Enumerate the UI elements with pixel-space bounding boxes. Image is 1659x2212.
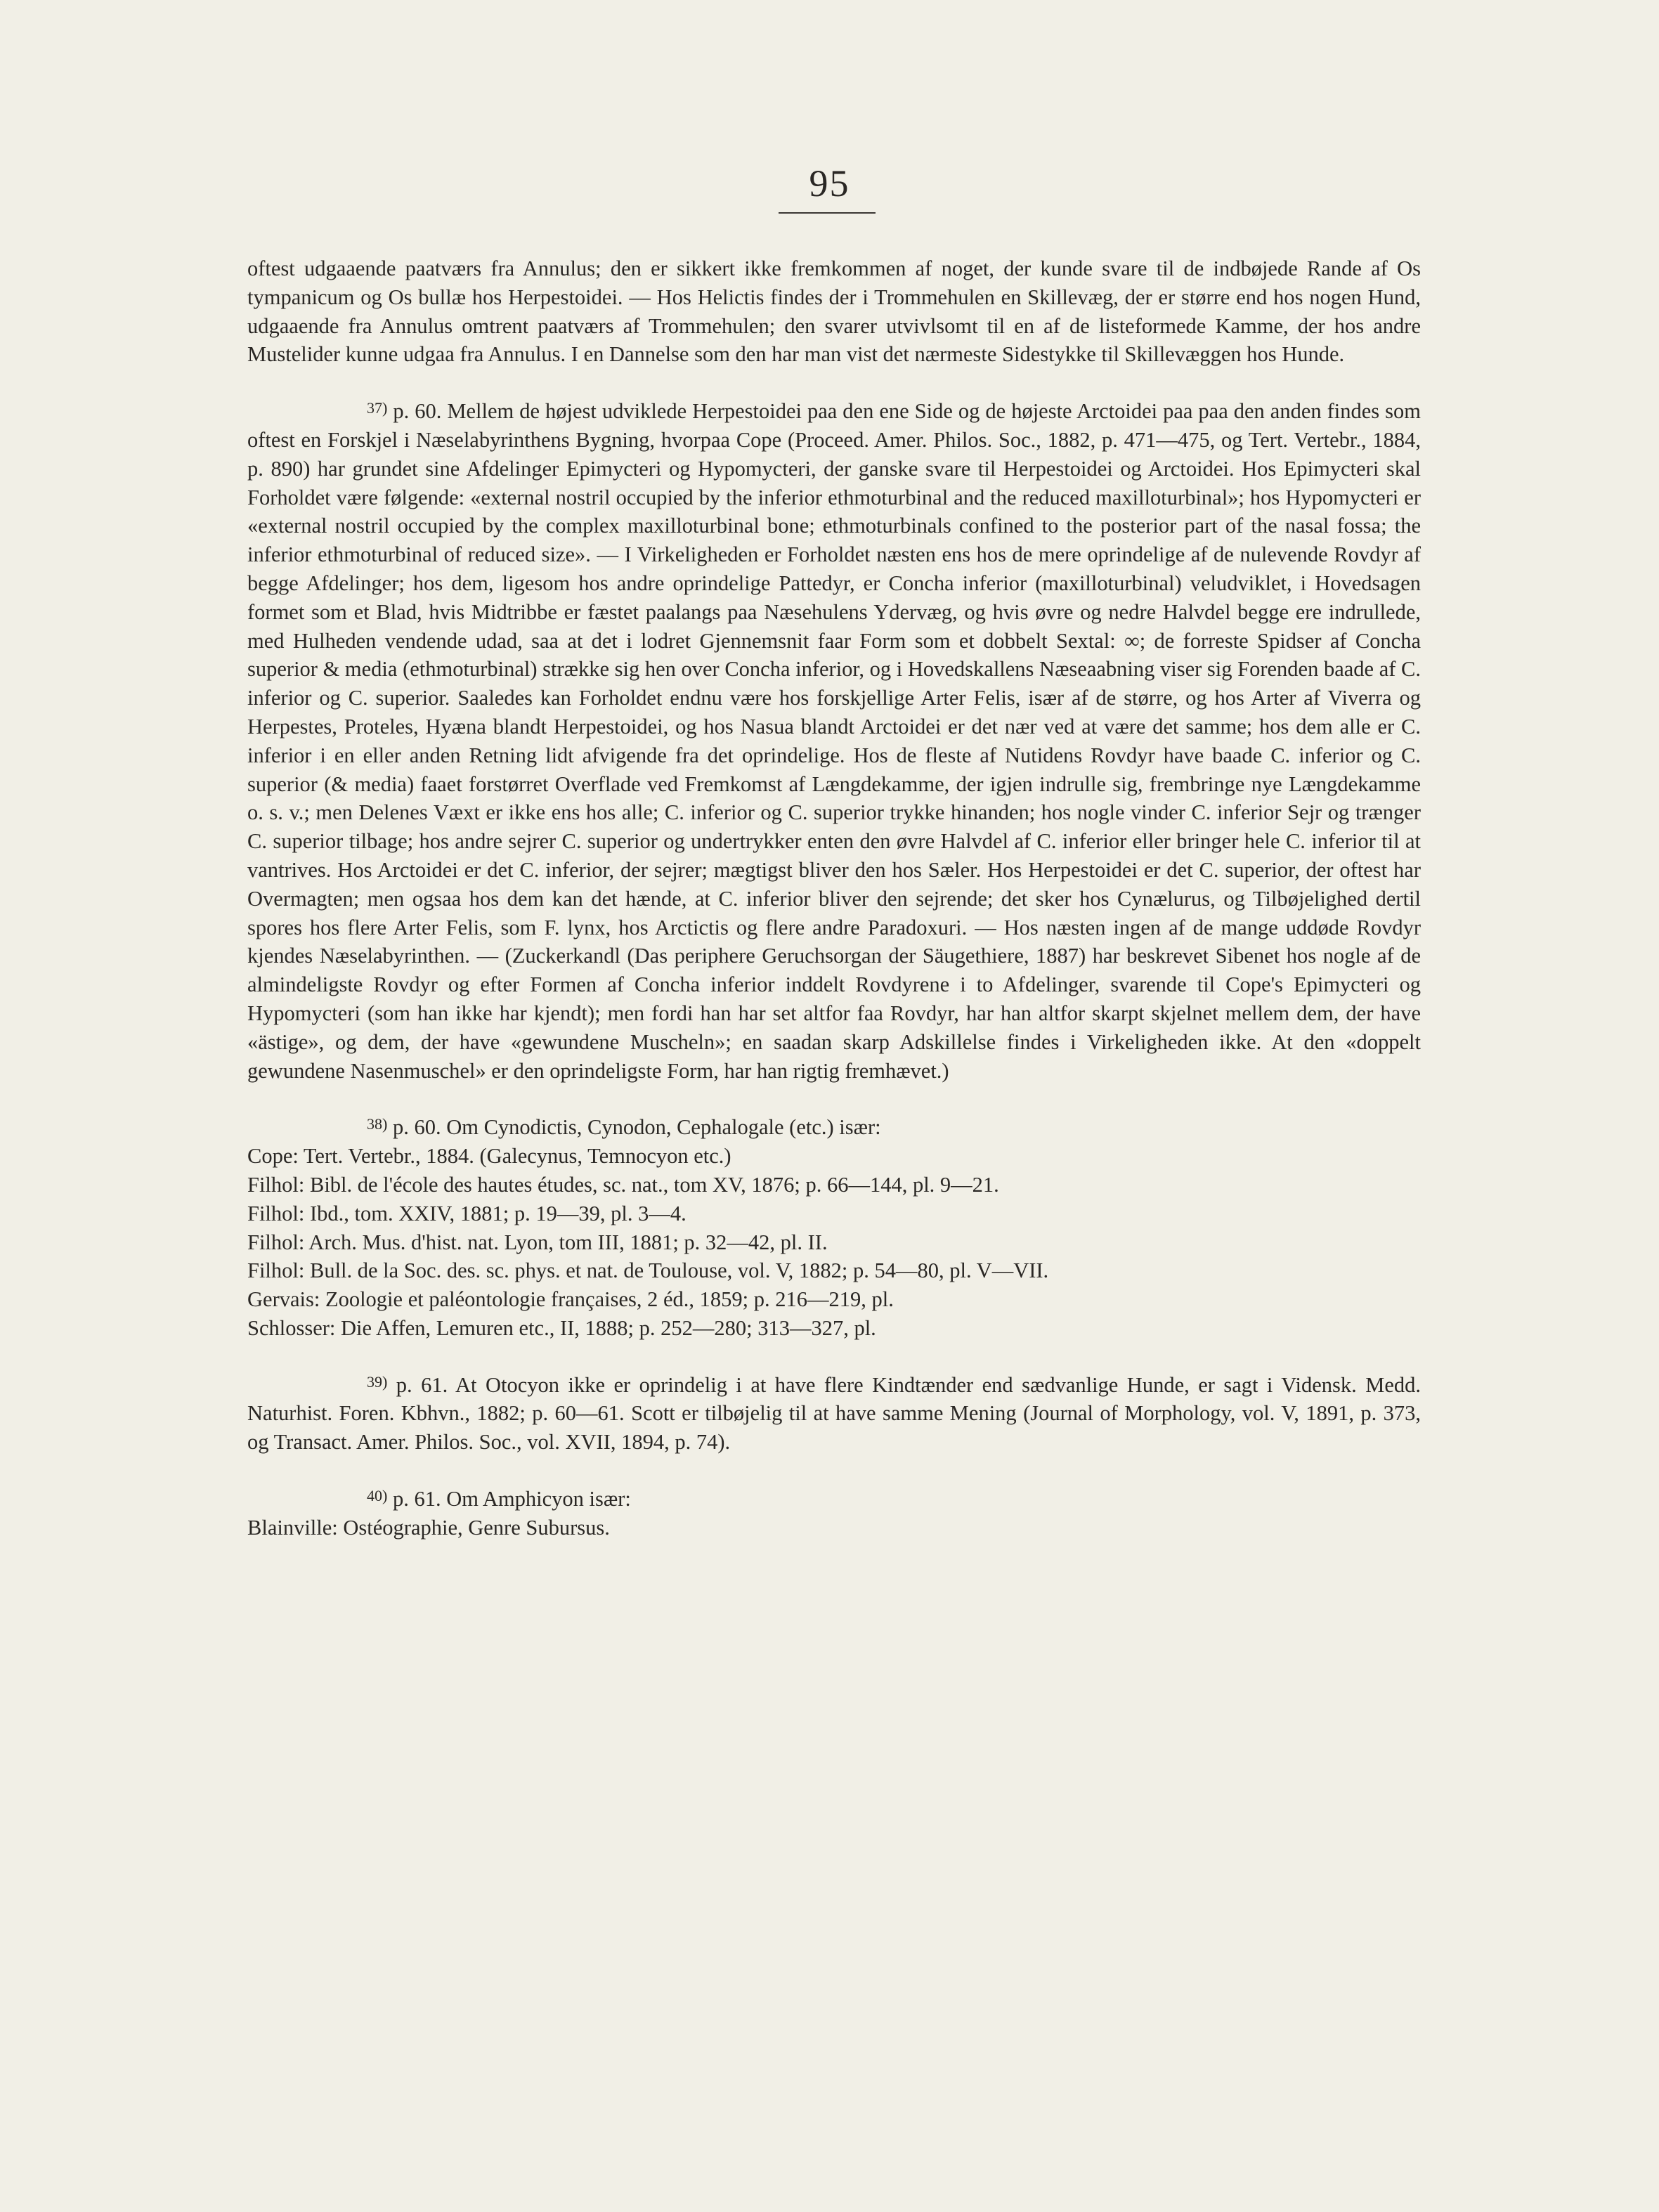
- reference-line: Filhol: Bull. de la Soc. des. sc. phys. et nat. de Toulouse, vol. V, 1882; p. 54—80, pl. V—VII.: [247, 1258, 1049, 1283]
- reference-line: Blainville: Ostéographie, Genre Subursus.: [247, 1515, 610, 1540]
- note-marker: 38): [367, 1115, 388, 1133]
- reference-line: Schlosser: Die Affen, Lemuren etc., II, 1888; p. 252—280; 313—327, pl.: [247, 1315, 876, 1340]
- note-marker: 40): [367, 1487, 388, 1505]
- body-text: [247, 254, 1421, 1542]
- paragraph-continuation: oftest udgaaende paatværs fra Annulus; den er sikkert ikke fremkommen af noget, der kunde svare til de indbøjede Rande af Os tympanicum og Os bullæ hos Herpestoidei. — Hos Helictis findes der i Trommehulen en Skillevæg, der er større end hos nogen Hund, udgaaende fra Annulus omtrent paatværs af Trommehulen; den svarer utvivlsomt til en af de listeformede Kamme, der hos andre Mustelider kunne udgaa fra Annulus. I en Dannelse som den har man vist det nærmeste Sidestykke til Skillevæggen hos Hunde.: [247, 256, 1421, 367]
- note-marker: 37): [367, 399, 388, 417]
- reference-line: Filhol: Ibd., tom. XXIV, 1881; p. 19—39, pl. 3—4.: [247, 1201, 687, 1225]
- note-text: p. 60. Om Cynodictis, Cynodon, Cephalogale (etc.) især:: [392, 1115, 881, 1140]
- reference-line: Filhol: Bibl. de l'école des hautes études, sc. nat., tom XV, 1876; p. 66—144, pl. 9—21.: [247, 1172, 999, 1197]
- page-number-rule: [779, 212, 876, 214]
- reference-line: Gervais: Zoologie et paléontologie françaises, 2 éd., 1859; p. 216—219, pl.: [247, 1287, 894, 1312]
- note-text: p. 61. At Otocyon ikke er oprindelig i at have flere Kindtænder end sædvanlige Hunde, er sagt i Vidensk. Medd. Naturhist. Foren. Kbhvn., 1882; p. 60—61. Scott er tilbøjelig til at have samme Mening (Journal of Morphology, vol. V, 1891, p. 373, og Transact. Amer. Philos. Soc., vol. XVII, 1894, p. 74).: [247, 1372, 1421, 1455]
- note-39: [247, 1371, 1421, 1457]
- page-number: 95: [809, 162, 850, 204]
- reference-line: Filhol: Arch. Mus. d'hist. nat. Lyon, tom III, 1881; p. 32—42, pl. II.: [247, 1230, 828, 1254]
- note-40: [247, 1485, 1421, 1514]
- note-38: [247, 1113, 1421, 1142]
- note-marker: 39): [367, 1372, 388, 1391]
- note-text: p. 60. Mellem de højest udviklede Herpestoidei paa den ene Side og de højeste Arctoidei paa paa den anden findes som oftest en Forskjel i Næselabyrinthens Bygning, hvorpaa Cope (Proceed. Amer. Philos. Soc., 1882, p. 471—475, og Tert. Vertebr., 1884, p. 890) har grundet sine Afdelinger Epimycteri og Hypomycteri, der ganske svare til Herpestoidei og Arctoidei. Hos Epimycteri skal Forholdet være følgende: «external nostril occupied by the inferior ethmoturbinal and the reduced maxilloturbinal»; hos Hypomycteri er «external nostril occupied by the complex maxilloturbinal bone; ethmoturbinals confined to the posterior part of the nasal fossa; the inferior ethmoturbinal of reduced size». — I Virkeligheden er Forholdet næsten ens hos de mere oprindelige af de nulevende Rovdyr af begge Afdelinger; hos dem, ligesom hos andre oprindelige Pattedyr, er Concha inferior (maxilloturbinal) veludviklet, i Hovedsagen formet som et Blad, hvis Midtribbe er fæstet paalangs paa Næsehulens Ydervæg, og hvis øvre og nedre Halvdel begge ere indrullede, med Hulheden vendende udad, saa at det i lodret Gjennemsnit faar Form som et dobbelt Sextal: ∞; de forreste Spidser af Concha superior & media (ethmoturbinal) strække sig hen over Concha inferior, og i Hovedskallens Næseaabning viser sig Forenden baade af C. inferior og C. superior. Saaledes kan Forholdet endnu være hos forskjellige Arter Felis, især af de større, og hos Arter af Viverra og Herpestes, Proteles, Hyæna blandt Herpestoidei, og hos Nasua blandt Arctoidei er det nær ved at være det samme; hos dem alle er C. inferior i en eller anden Retning lidt afvigende fra det oprindelige. Hos de fleste af Nutidens Rovdyr have baade C. inferior og C. superior (& media) faaet forstørret Overflade ved Fremkomst af Længdekamme, der igjen indrulle sig, frembringe nye Længdekamme o. s. v.; men Delenes Væxt er ikke ens hos alle; C. inferior og C. superior trykke hinanden; hos nogle vinder C. inferior Sejr og trænger C. superior tilbage; hos andre sejrer C. superior og undertrykker enten den øvre Halvdel af C. inferior eller bringer hele C. inferior til at vantrives. Hos Arctoidei er det C. inferior, der sejrer; mægtigst bliver den hos Sæler. Hos Herpestoidei er det C. superior, der oftest har Overmagten; men ogsaa hos dem kan det hænde, at C. inferior bliver den sejrende; det sker hos Cynælurus, og Tilbøjelighed dertil spores hos flere Arter Felis, som F. lynx, hos Arctictis og flere andre Paradoxuri. — Hos næsten ingen af de mange uddøde Rovdyr kjendes Næselabyrinthen. — (Zuckerkandl (Das periphere Geruchsorgan der Säugethiere, 1887) har beskrevet Sibenet hos nogle af de almindeligste Rovdyr og efter Formen af Concha inferior inddelt Rovdyrene i to Afdelinger, svarende til Cope's Epimycteri og Hypomycteri (som han ikke har kjendt); men fordi han har set altfor faa Rovdyr, har han altfor skarpt skjelnet mellem dem, der have «ästige», og dem, der have «gewundene Muscheln»; en saadan skarp Adskillelse findes i Virkeligheden ikke. At den «doppelt gewundene Nasenmuschel» er den oprindeligste Form, har han rigtig fremhævet.): [247, 399, 1421, 1083]
- note-37: [247, 397, 1421, 1085]
- note-text: p. 61. Om Amphicyon især:: [392, 1487, 631, 1511]
- reference-line: Cope: Tert. Vertebr., 1884. (Galecynus, Temnocyon etc.): [247, 1144, 731, 1169]
